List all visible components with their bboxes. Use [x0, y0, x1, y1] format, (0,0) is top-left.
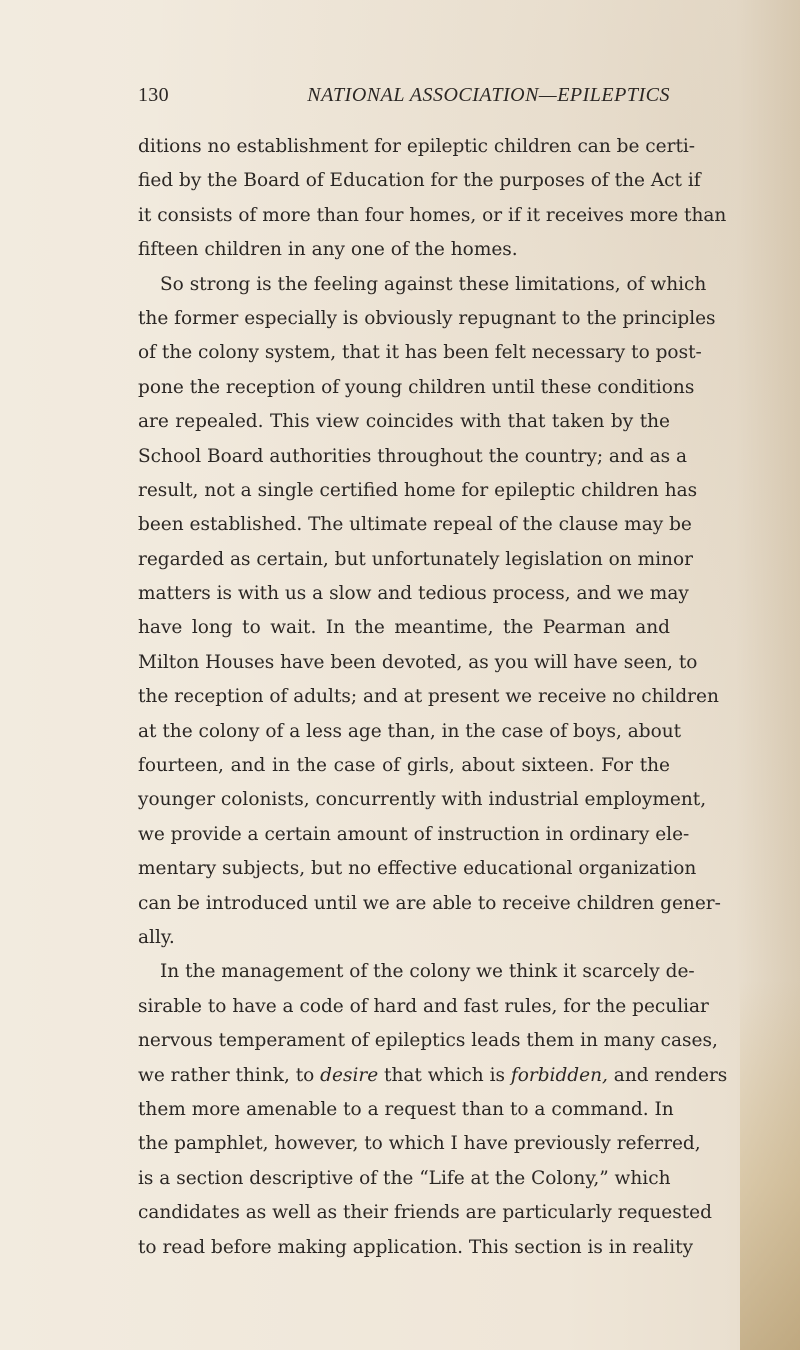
- italic-word-desire: desire: [320, 1064, 379, 1086]
- text-line: regarded as certain, but unfortunately legislation on minor: [138, 548, 693, 570]
- text-line: the former especially is obviously repugnant to the principles: [138, 307, 716, 329]
- text-line: In the management of the colony we think it scarcely de-: [160, 961, 695, 983]
- text-line: result, not a single certified home for epileptic children has: [138, 479, 698, 501]
- text-line: fied by the Board of Education for the purposes of the Act if: [138, 170, 701, 192]
- text-line: younger colonists, concurrently with industrial employment,: [138, 789, 707, 811]
- text-line: of the colony system, that it has been felt necessary to post-: [138, 342, 702, 364]
- running-head: [138, 84, 670, 114]
- text-line: So strong is the feeling against these limitations, of which: [160, 273, 707, 295]
- text-line: the pamphlet, however, to which I have previously referred,: [138, 1133, 701, 1155]
- text-line: nervous temperament of epileptics leads them in many cases,: [138, 1030, 718, 1052]
- text-line: are repealed. This view coincides with that taken by the: [138, 411, 670, 433]
- text-line: at the colony of a less age than, in the case of boys, about: [138, 720, 682, 742]
- text-line: mentary subjects, but no effective educational organization: [138, 858, 697, 880]
- text-fragment: that which is: [378, 1064, 511, 1086]
- page-edge-stain: [740, 980, 800, 1350]
- text-line: fourteen, and in the case of girls, about sixteen. For the: [138, 755, 670, 777]
- text-line: is a section descriptive of the “Life at the Colony,” which: [138, 1167, 671, 1189]
- text-line: matters is with us a slow and tedious process, and we may: [138, 583, 689, 605]
- text-line: fifteen children in any one of the homes.: [138, 239, 518, 261]
- text-line: ditions no establishment for epileptic children can be certi-: [138, 136, 696, 157]
- text-line: candidates as well as their friends are particularly requested: [138, 1202, 712, 1224]
- body-text: [138, 130, 728, 1265]
- italic-word-forbidden: forbidden,: [510, 1064, 608, 1086]
- text-line: ally.: [138, 926, 175, 948]
- text-line: them more amenable to a request than to a command. In: [138, 1098, 674, 1120]
- text-fragment: and renders: [607, 1064, 728, 1086]
- text-line: been established. The ultimate repeal of the clause may be: [138, 514, 692, 536]
- text-line: Milton Houses have been devoted, as you will have seen, to: [138, 651, 698, 673]
- text-line: the reception of adults; and at present we receive no children: [138, 686, 719, 708]
- text-line: to read before making application. This section is in reality: [138, 1236, 694, 1258]
- text-line: School Board authorities throughout the country; and as a: [138, 445, 688, 467]
- text-fragment: we rather think, to: [138, 1064, 321, 1086]
- text-line: can be introduced until we are able to receive children gener-: [138, 892, 721, 914]
- text-line-with-italics: [138, 1059, 728, 1093]
- text-line: it consists of more than four homes, or if it receives more than: [138, 204, 727, 226]
- text-line: sirable to have a code of hard and fast rules, for the peculiar: [138, 995, 709, 1017]
- text-line: have long to wait. In the meantime, the Pearman and: [138, 617, 670, 639]
- text-line: pone the reception of young children until these conditions: [138, 376, 695, 398]
- text-line: we provide a certain amount of instruction in ordinary ele-: [138, 823, 690, 845]
- page-number: 130: [138, 84, 169, 106]
- running-title: NATIONAL ASSOCIATION—EPILEPTICS: [307, 84, 670, 106]
